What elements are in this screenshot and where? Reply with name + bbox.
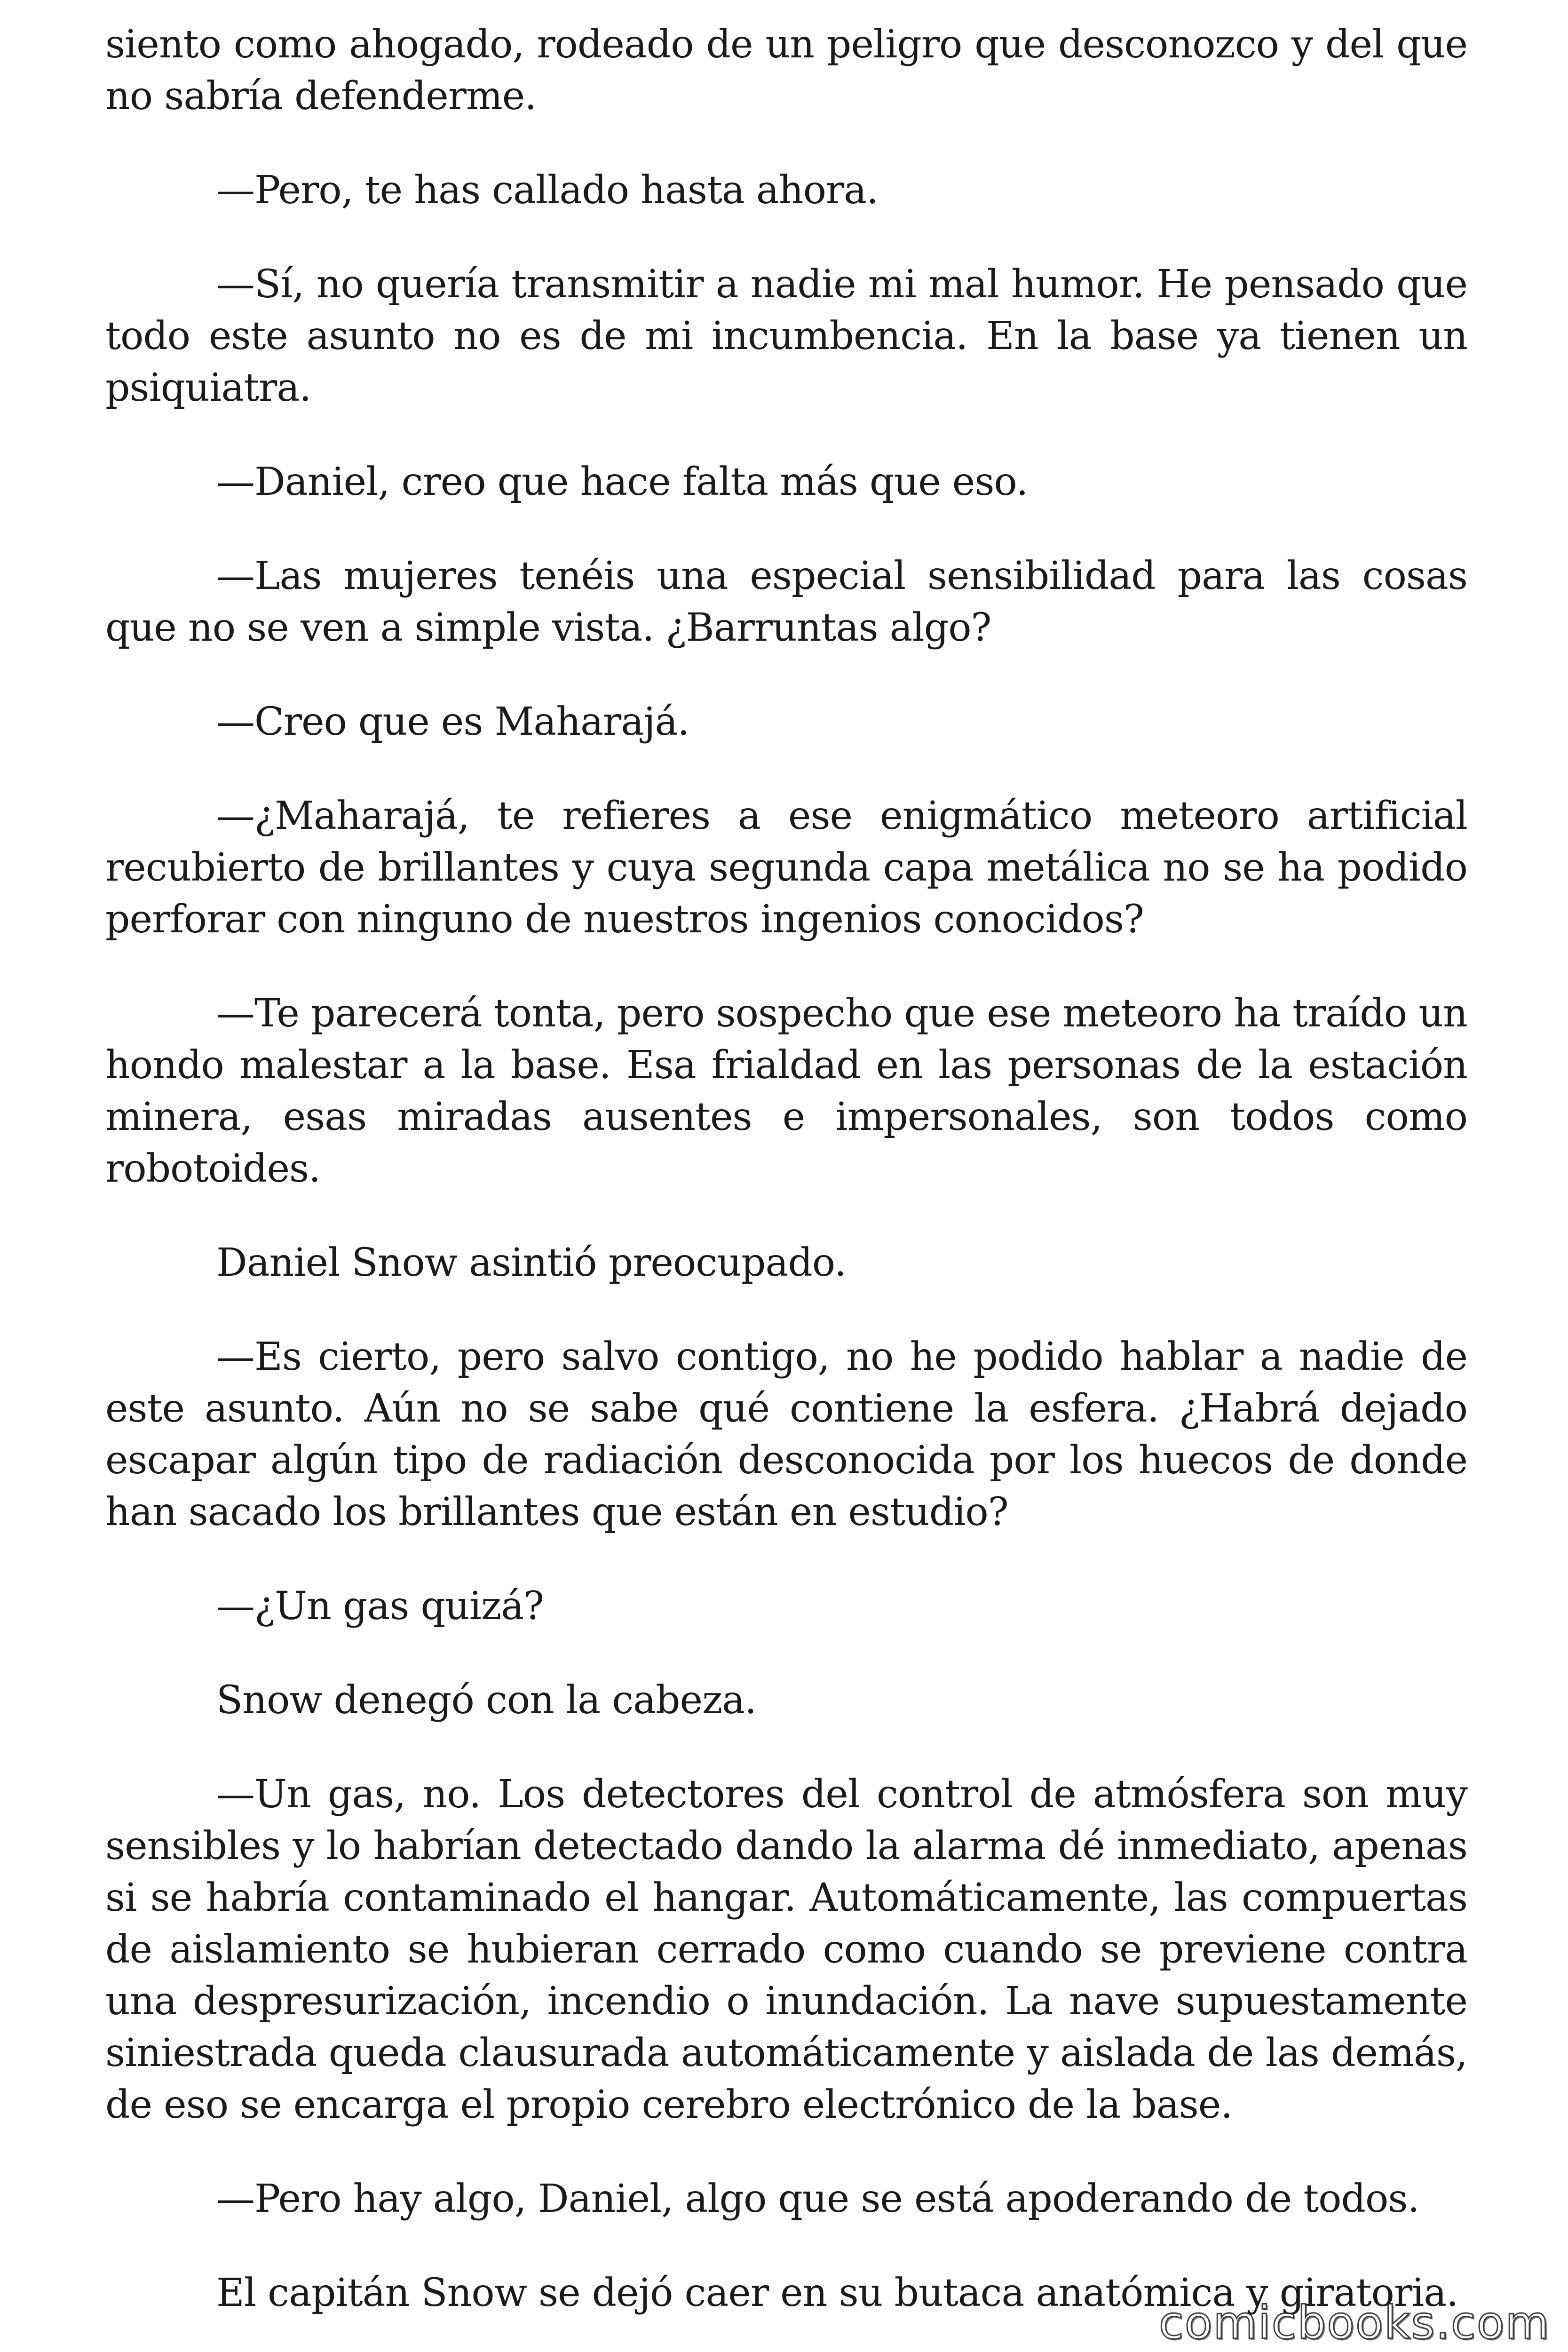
paragraph-8: —Te parecerá tonta, pero sospecho que ese meteoro ha traído un hondo malestar a la base. Esa frialdad en las personas de la estación minera, esas miradas ausentes e impersonales, son todos como robotoides. <box>105 991 1467 1191</box>
paragraph-5: —Las mujeres tenéis una especial sensibilidad para las cosas que no se ven a simple vista. ¿Barruntas algo? <box>105 554 1467 650</box>
paragraph-14: —Pero hay algo, Daniel, algo que se está apoderando de todos. <box>216 2177 1419 2221</box>
paragraph-12: Snow denegó con la cabeza. <box>216 1678 757 1723</box>
paragraph-10: —Es cierto, pero salvo contigo, no he podido hablar a nadie de este asunto. Aún no se sabe qué contiene la esfera. ¿Habrá dejado escapar algún tipo de radiación desconocida por los huecos de donde han sacado los brillantes que están en estudio? <box>105 1335 1467 1534</box>
paragraph-2: —Pero, te has callado hasta ahora. <box>216 168 879 213</box>
paragraph-1: siento como ahogado, rodeado de un peligro que desconozco y del que no sabría defenderme. <box>105 22 1467 119</box>
paragraph-3: —Sí, no quería transmitir a nadie mi mal humor. He pensado que todo este asunto no es de mi incumbencia. En la base ya tienen un psiquiatra. <box>105 262 1467 410</box>
paragraph-11: —¿Un gas quizá? <box>216 1584 544 1629</box>
paragraph-13: —Un gas, no. Los detectores del control de atmósfera son muy sensibles y lo habrían detectado dando la alarma dé inmediato, apenas si se habría contaminado el hangar. Automáticamente, las compuertas de aislamiento se hubieran cerrado como cuando se previene contra una despresurización, incendio o inundación. La nave supuestamente siniestrada queda clausurada automáticamente y aislada de las demás, de eso se encarga el propio cerebro electrónico de la base. <box>105 1772 1467 2127</box>
watermark: comicbooks.com <box>1158 2296 1550 2349</box>
paragraph-4: —Daniel, creo que hace falta más que eso. <box>216 460 1028 504</box>
paragraph-15: El capitán Snow se dejó caer en su butaca anatómica y giratoria. <box>216 2271 1458 2315</box>
paragraph-9: Daniel Snow asintió preocupado. <box>216 1240 846 1285</box>
paragraph-6: —Creo que es Maharajá. <box>216 699 689 744</box>
page-body <box>105 19 1467 2343</box>
paragraph-7: —¿Maharajá, te refieres a ese enigmático meteoro artificial recubierto de brillantes y cuya segunda capa metálica no se ha podido perforar con ninguno de nuestros ingenios conocidos? <box>105 794 1467 942</box>
